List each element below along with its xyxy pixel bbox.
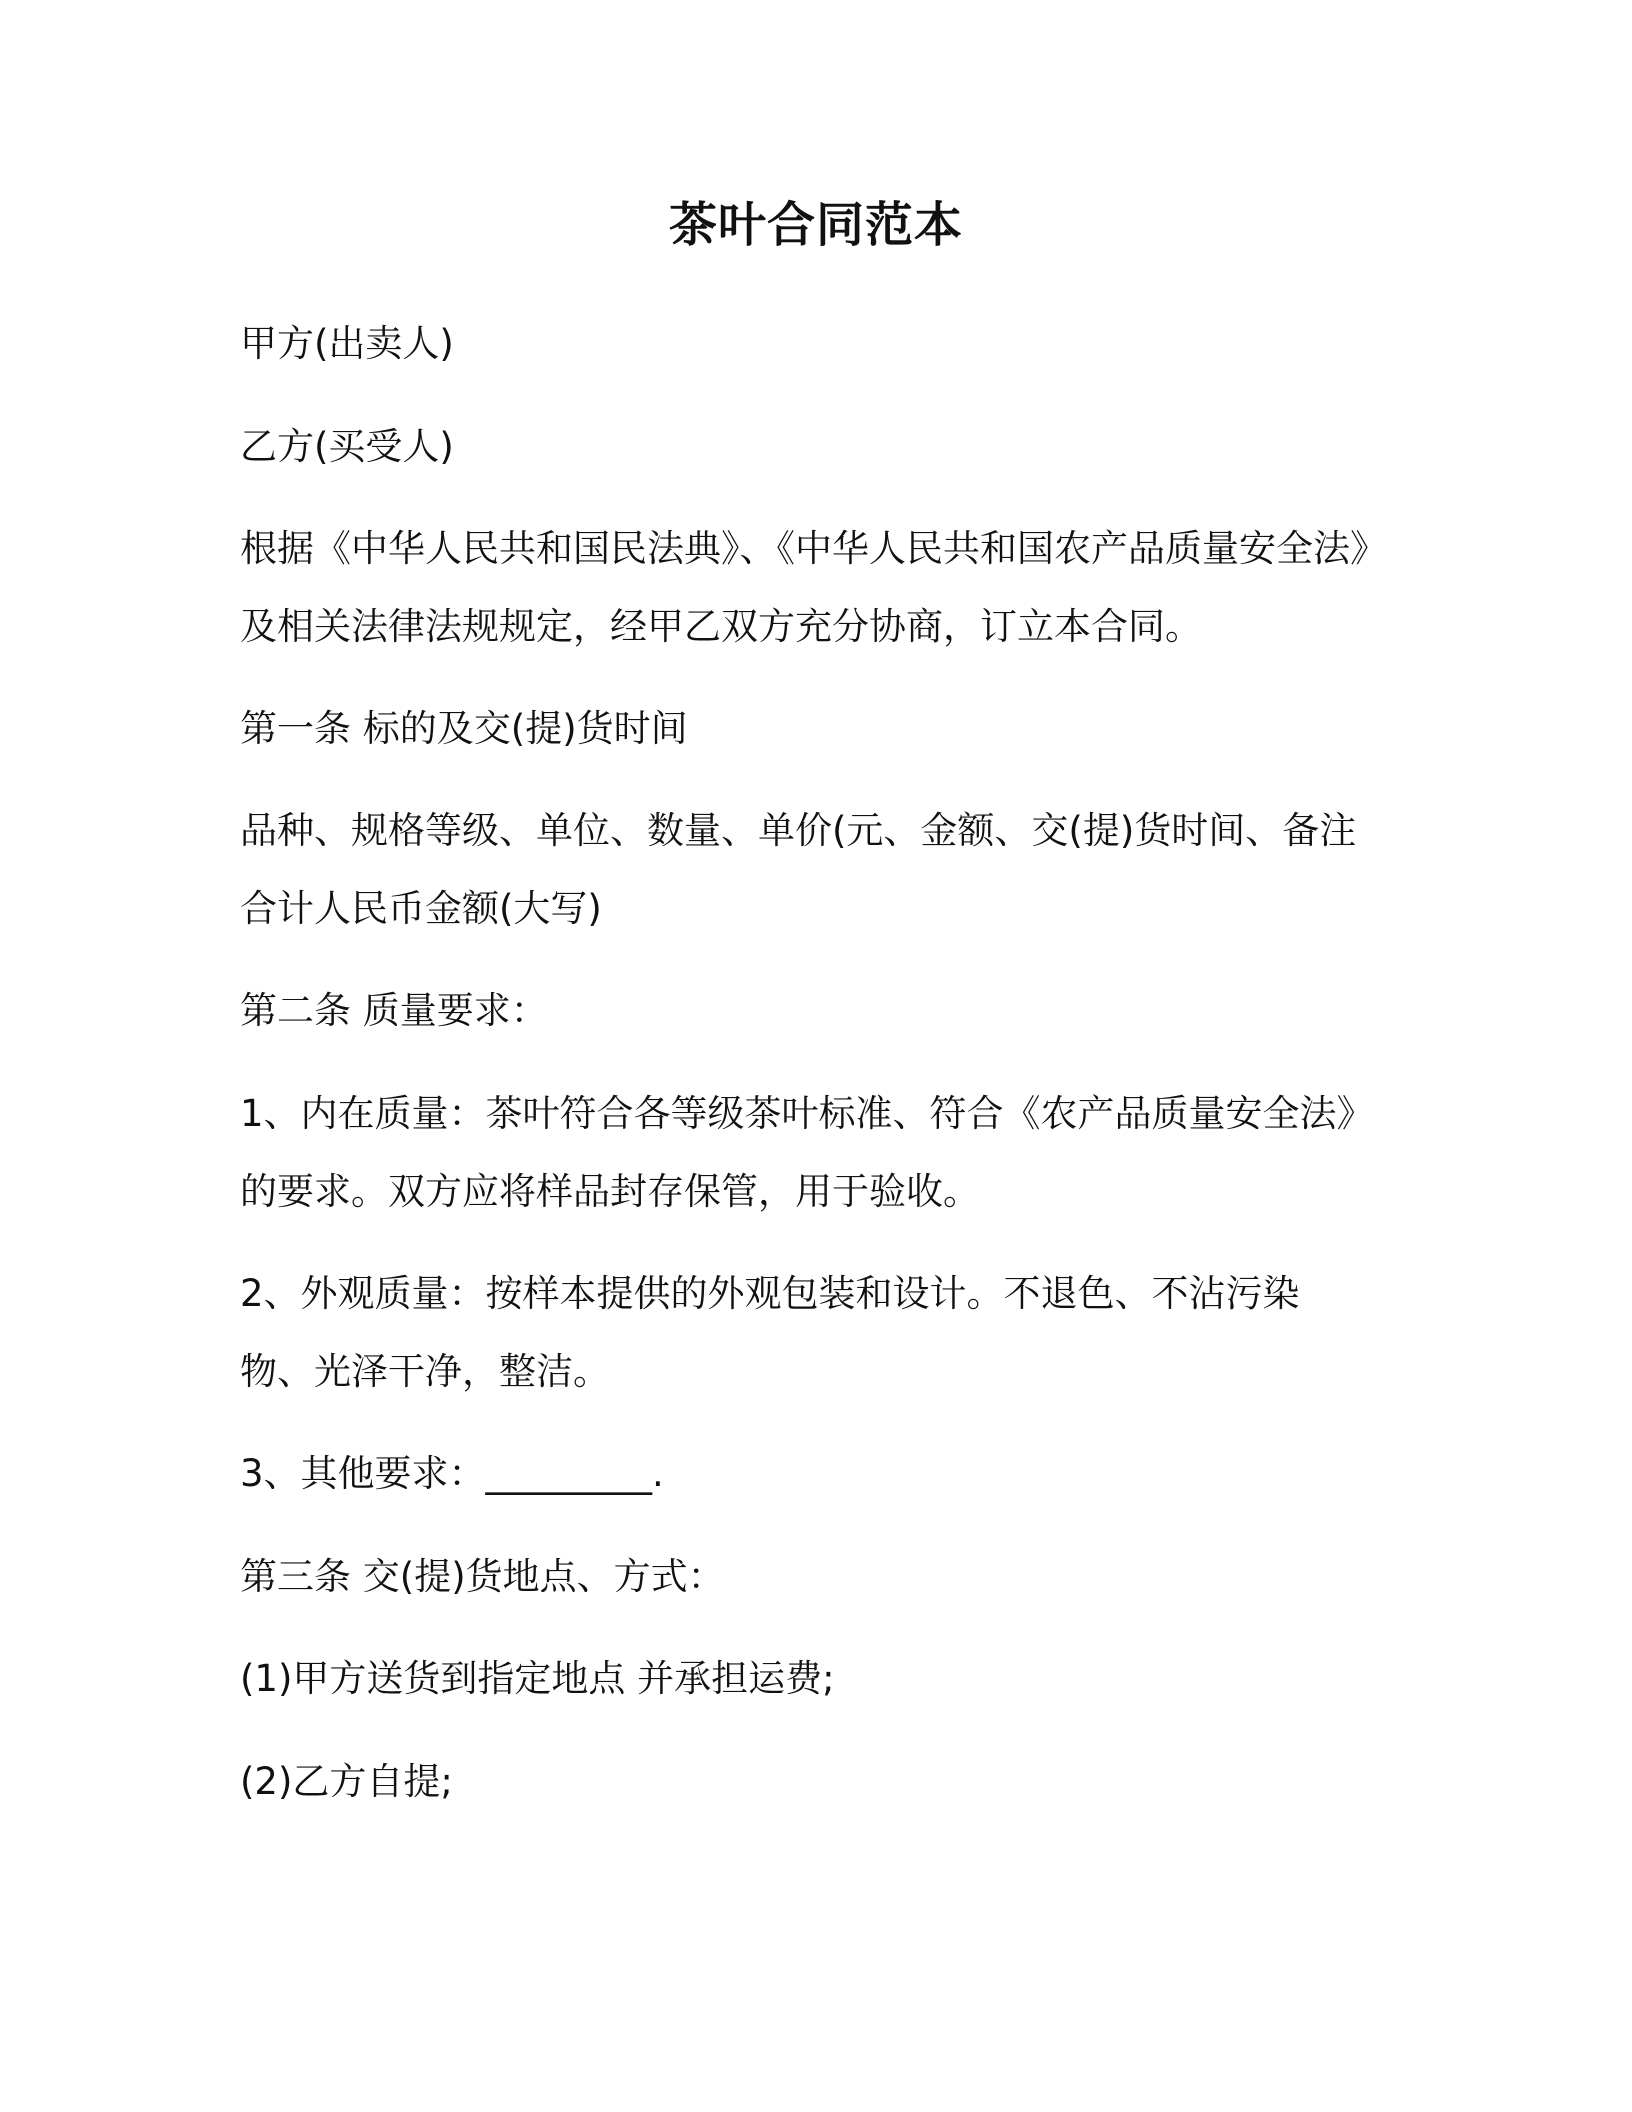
article-1-heading: 第一条 标的及交(提)货时间	[240, 707, 688, 750]
delivery-option-1: (1)甲方送货到指定地点 并承担运费;	[240, 1657, 835, 1700]
document-title: 茶叶合同范本	[668, 197, 963, 253]
delivery-option-2: (2)乙方自提;	[240, 1760, 453, 1803]
party-a-line: 甲方(出卖人)	[240, 322, 454, 365]
article-2-heading: 第二条 质量要求：	[240, 989, 548, 1032]
quality-item-2: 2、外观质量：按样本提供的外观包装和设计。不退色、不沾污染物、光泽干净，整洁。	[240, 1272, 1300, 1393]
article-3-heading: 第三条 交(提)货地点、方式：	[240, 1555, 725, 1598]
party-b-line: 乙方(买受人)	[240, 425, 454, 468]
article-1-items: 品种、规格等级、单位、数量、单价(元、金额、交(提)货时间、备注合计人民币金额(大写)	[240, 809, 1357, 930]
preamble-paragraph: 根据《中华人民共和国民法典》、《中华人民共和国农产品质量安全法》及相关法律法规规定，经甲乙双方充分协商，订立本合同。	[240, 527, 1369, 648]
quality-item-3: 3、其他要求：_________.	[240, 1452, 664, 1495]
quality-item-1: 1、内在质量：茶叶符合各等级茶叶标准、符合《农产品质量安全法》的要求。双方应将样品封存保管，用于验收。	[240, 1092, 1356, 1213]
